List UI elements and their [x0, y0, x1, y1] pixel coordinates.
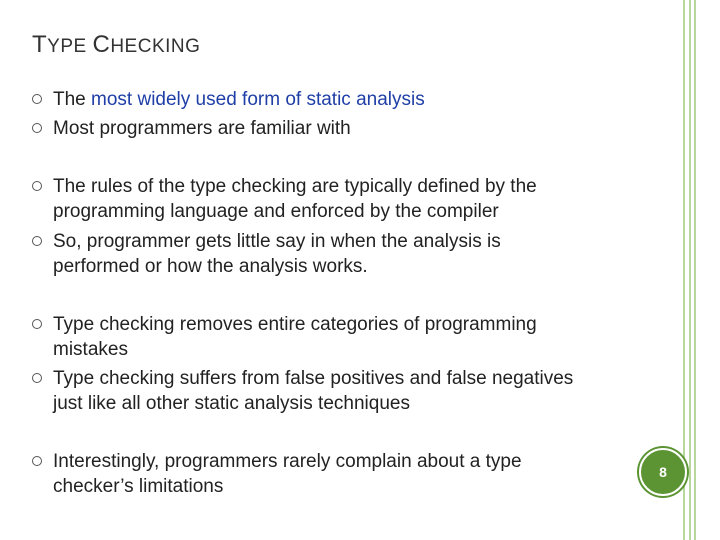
bullet-text	[53, 230, 673, 279]
bullet-text	[53, 88, 673, 113]
bullet-text	[53, 450, 633, 499]
circle-bullet-icon	[32, 319, 42, 329]
page-number-badge: 8	[639, 448, 687, 496]
bullet-line: checker’s limitations	[53, 475, 224, 497]
circle-bullet-icon	[32, 456, 42, 466]
bullet-line: Type checking removes entire categories of programming	[53, 314, 537, 335]
bullet-text	[53, 367, 673, 416]
bullet-line: The rules of the type checking are typically defined by the	[53, 176, 537, 197]
bullet-line: programming language and enforced by the compiler	[53, 200, 499, 222]
decorative-rule	[694, 0, 696, 540]
circle-bullet-icon	[32, 181, 42, 191]
circle-bullet-icon	[32, 123, 42, 133]
bullet-line: performed or how the analysis works.	[53, 255, 368, 277]
title-rest-1: YPE	[47, 36, 93, 57]
bullet-text	[53, 175, 673, 224]
circle-bullet-icon	[32, 236, 42, 246]
bullet-line: mistakes	[53, 338, 128, 360]
decorative-rule	[689, 0, 691, 540]
bullet-line: Interestingly, programmers rarely complain about a type	[53, 451, 522, 472]
bullet-text	[53, 313, 673, 362]
bullet-line: So, programmer gets little say in when the analysis is	[53, 231, 501, 252]
bullet-line: Type checking suffers from false positives and false negatives	[53, 368, 574, 389]
title-initial-t: T	[32, 31, 48, 58]
title-initial-c: C	[92, 31, 111, 58]
title-rest-2: HECKING	[110, 36, 201, 57]
circle-bullet-icon	[32, 94, 42, 104]
circle-bullet-icon	[32, 373, 42, 383]
bullet-text: Most programmers are familiar with	[53, 118, 351, 139]
bullet-line: just like all other static analysis techniques	[53, 392, 410, 414]
bullet-text-highlight: most widely used form of static analysis	[91, 89, 425, 110]
slide-title	[32, 31, 200, 59]
bullet-text-prefix: The	[53, 89, 92, 110]
